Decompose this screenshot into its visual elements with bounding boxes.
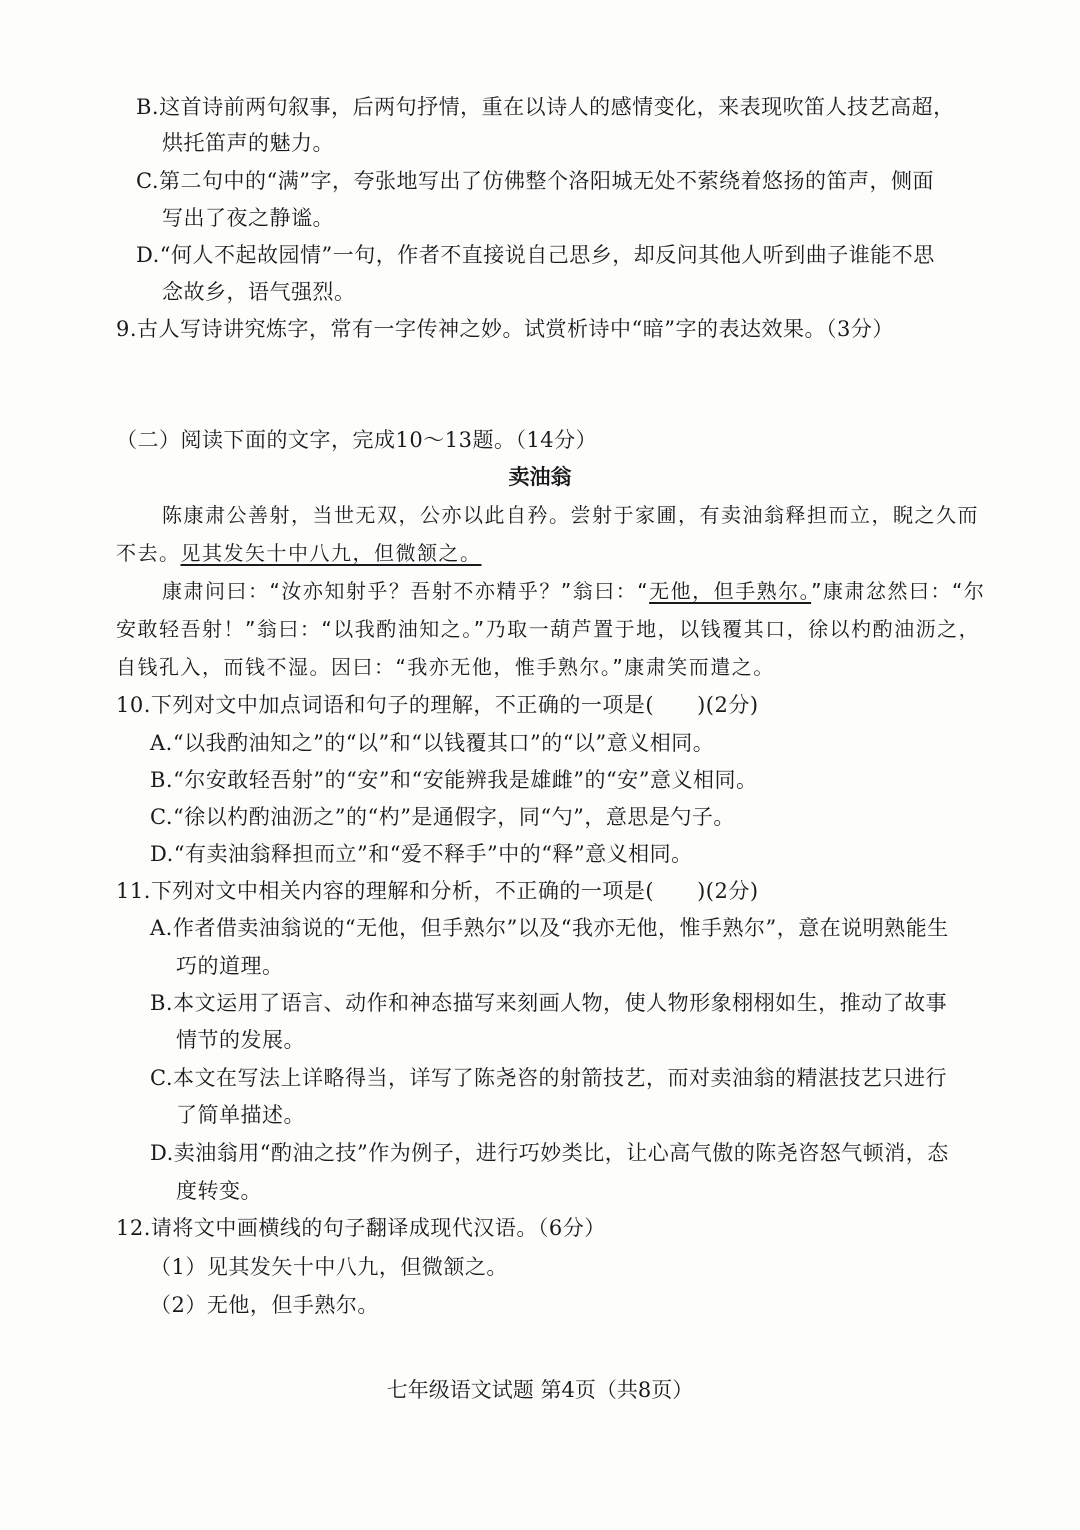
q11-option-a-line1: A.作者借卖油翁说的“无他，但手熟尔”以及“我亦无他，惟手熟尔”，意在说明熟能生: [150, 916, 949, 940]
q10-option-a: A.“以我酌油知之”的“以”和“以钱覆其口”的“以”意义相同。: [150, 731, 715, 755]
q11-option-c-line1: C.本文在写法上详略得当，详写了陈尧咨的射箭技艺，而对卖油翁的精湛技艺只进行: [150, 1066, 947, 1090]
underlined-sentence-2: 无他，但手熟尔。: [649, 579, 812, 603]
q11-option-a-line2: 巧的道理。: [176, 954, 284, 978]
q8-option-b-line2: 烘托笛声的魅力。: [162, 131, 334, 155]
q10-option-d: D.“有卖油翁释担而立”和“爱不释手”中的“释”意义相同。: [150, 842, 693, 866]
question-12-stem: 12.请将文中画横线的句子翻译成现代汉语。（6分）: [116, 1216, 606, 1240]
q12-sentence-1: （1）见其发矢十中八九，但微颔之。: [150, 1255, 508, 1279]
underlined-sentence-1: 见其发矢十中八九，但微颔之。: [180, 541, 482, 565]
passage-title: 卖油翁: [508, 465, 572, 489]
q11-option-b-line2: 情节的发展。: [176, 1028, 305, 1052]
question-11-stem: 11.下列对文中相关内容的理解和分析，不正确的一项是( )(2分): [116, 879, 759, 903]
q8-option-d-line2: 念故乡，语气强烈。: [162, 280, 356, 304]
q10-option-b: B.“尔安敢轻吾射”的“安”和“安能辨我是雄雌”的“安”意义相同。: [150, 768, 758, 792]
passage-p2-line3: 自钱孔入，而钱不湿。因曰：“我亦无他，惟手熟尔。”康肃笑而遣之。: [116, 655, 775, 679]
passage-p1-line2-text: 不去。: [116, 541, 181, 565]
q8-option-d-line1: D.“何人不起故园情”一句，作者不直接说自己思乡，却反问其他人听到曲子谁能不思: [136, 243, 935, 267]
q11-option-d-line2: 度转变。: [176, 1179, 262, 1203]
q8-option-b-line1: B.这首诗前两句叙事，后两句抒情，重在以诗人的感情变化，来表现吹笛人技艺高超，: [136, 95, 955, 119]
passage-p2-line2: 安敢轻吾射！”翁曰：“以我酌油知之。”乃取一葫芦置于地，以钱覆其口，徐以杓酌油沥之，: [116, 617, 981, 641]
q11-option-b-line1: B.本文运用了语言、动作和神态描写来刻画人物，使人物形象栩栩如生，推动了故事: [150, 991, 948, 1015]
question-10-stem: 10.下列对文中加点词语和句子的理解，不正确的一项是( )(2分): [116, 693, 759, 717]
passage-p1-line2: [116, 538, 482, 568]
passage-p2-line1-a: 康肃问曰：“汝亦知射乎？吾射不亦精乎？”翁曰：“: [162, 579, 650, 603]
passage-p2-line1-b: ”康肃忿然曰：“尔: [811, 579, 986, 603]
q11-option-d-line1: D.卖油翁用“酌油之技”作为例子，进行巧妙类比，让心高气傲的陈尧咨怒气顿消，态: [150, 1141, 949, 1165]
page-footer: 七年级语文试题 第4页（共8页）: [386, 1378, 694, 1402]
passage-p2-line1: [162, 576, 985, 606]
q8-option-c-line1: C.第二句中的“满”字，夸张地写出了仿佛整个洛阳城无处不萦绕着悠扬的笛声，侧面: [136, 169, 934, 193]
q11-option-c-line2: 了简单描述。: [176, 1103, 305, 1127]
question-9: 9.古人写诗讲究炼字，常有一字传神之妙。试赏析诗中“暗”字的表达效果。（3分）: [116, 317, 894, 341]
section-2-heading: （二）阅读下面的文字，完成10～13题。（14分）: [116, 428, 598, 452]
passage-p1-line1: 陈康肃公善射，当世无双，公亦以此自矜。尝射于家圃，有卖油翁释担而立，睨之久而: [162, 503, 979, 527]
q8-option-c-line2: 写出了夜之静谧。: [162, 206, 334, 230]
q12-sentence-2: （2）无他，但手熟尔。: [150, 1293, 379, 1317]
q10-option-c: C.“徐以杓酌油沥之”的“杓”是通假字，同“勺”，意思是勺子。: [150, 805, 735, 829]
